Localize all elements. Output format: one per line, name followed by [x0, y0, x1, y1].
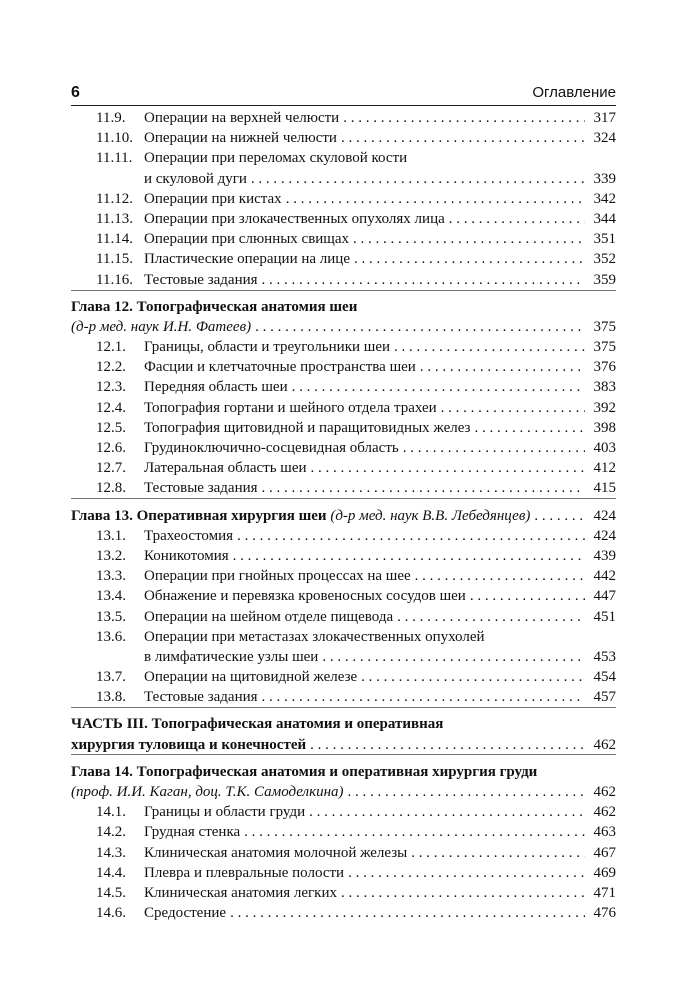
- entry-title: Обнажение и перевязка кровеносных сосудов шеи: [144, 588, 466, 605]
- dot-leader: [441, 398, 585, 418]
- entry-page: 467: [593, 844, 616, 861]
- toc-entry-13-3[interactable]: [71, 566, 616, 586]
- dot-leader: [411, 843, 585, 863]
- dot-leader: [420, 357, 585, 377]
- entry-number: 12.1.: [96, 339, 126, 356]
- chapter-12-heading[interactable]: [71, 297, 616, 317]
- toc-entry-14-3[interactable]: [71, 843, 616, 863]
- entry-title: Операции при слюнных свищах: [144, 231, 350, 248]
- entry-page: 415: [593, 480, 616, 497]
- entry-title: Клиническая анатомия молочной железы: [144, 844, 408, 861]
- entry-number: 12.3.: [96, 379, 126, 396]
- header-rule: [71, 105, 616, 106]
- entry-page: 398: [593, 419, 616, 436]
- dot-leader: [343, 108, 585, 128]
- entry-title: Коникотомия: [144, 547, 229, 564]
- entry-page: 442: [593, 568, 616, 585]
- toc-entry-13-8[interactable]: [71, 687, 616, 707]
- toc-entry-13-6[interactable]: [71, 627, 616, 647]
- entry-number: 14.5.: [96, 884, 126, 901]
- entry-number: 12.4.: [96, 399, 126, 416]
- toc-entry-11-15[interactable]: [71, 249, 616, 269]
- dot-leader: [311, 458, 585, 478]
- entry-page: 324: [593, 130, 616, 147]
- entry-number: 14.2.: [96, 824, 126, 841]
- dot-leader: [341, 128, 585, 148]
- part-3-heading-cont[interactable]: [71, 735, 616, 755]
- entry-title: Тестовые задания: [144, 480, 258, 497]
- entry-number: 12.5.: [96, 419, 126, 436]
- toc-entry-11-11-cont[interactable]: [71, 169, 616, 189]
- entry-title: Операции при гнойных процессах на шее: [144, 568, 411, 585]
- entry-number: 11.14.: [96, 231, 133, 248]
- toc-entry-14-4[interactable]: [71, 863, 616, 883]
- entry-number: 11.11.: [96, 150, 133, 167]
- toc-entry-13-6-cont[interactable]: [71, 647, 616, 667]
- entry-title-cont: и скуловой дуги: [144, 170, 247, 187]
- dot-leader: [251, 169, 585, 189]
- entry-page: 375: [593, 339, 616, 356]
- toc-entry-13-2[interactable]: [71, 546, 616, 566]
- entry-page: 439: [593, 547, 616, 564]
- entry-title: Клиническая анатомия легких: [144, 884, 337, 901]
- entry-page: 351: [593, 231, 616, 248]
- entry-number: 13.4.: [96, 588, 126, 605]
- toc-entry-11-12[interactable]: [71, 189, 616, 209]
- chapter-page: 462: [593, 784, 616, 800]
- entry-title: Границы, области и треугольники шеи: [144, 339, 390, 356]
- entry-title: Средостение: [144, 905, 227, 922]
- entry-title: Плевра и плевральные полости: [144, 864, 345, 881]
- entry-number: 11.13.: [96, 210, 133, 227]
- entry-title: Трахеостомия: [144, 527, 234, 544]
- dot-leader: [361, 667, 585, 687]
- entry-title: Топография щитовидной и паращитовидных желез: [144, 419, 471, 436]
- entry-page: 451: [593, 608, 616, 625]
- entry-number: 11.12.: [96, 190, 133, 207]
- toc-entry-12-1[interactable]: [71, 337, 616, 357]
- toc-entry-12-8[interactable]: [71, 478, 616, 498]
- entry-page: 342: [593, 190, 616, 207]
- toc-entry-11-9[interactable]: [71, 108, 616, 128]
- entry-number: 13.8.: [96, 689, 126, 706]
- entry-number: 14.6.: [96, 905, 126, 922]
- entry-page: 344: [593, 210, 616, 227]
- entry-page: 403: [593, 440, 616, 456]
- entry-page: 476: [593, 905, 616, 922]
- entry-number: 11.10.: [96, 130, 133, 147]
- entry-title: Операции при злокачественных опухолях лица: [144, 210, 445, 227]
- toc-entry-13-5[interactable]: [71, 607, 616, 627]
- entry-number: 12.8.: [96, 480, 126, 497]
- dot-leader: [286, 189, 585, 209]
- toc-entry-11-13[interactable]: [71, 209, 616, 229]
- chapter-12-author[interactable]: [71, 317, 616, 337]
- entry-number: 11.16.: [96, 271, 133, 288]
- dot-leader: [292, 377, 585, 397]
- toc-entry-13-7[interactable]: [71, 667, 616, 687]
- toc-entry-11-14[interactable]: [71, 229, 616, 249]
- entry-page: 453: [593, 648, 616, 665]
- entry-page: 471: [593, 884, 616, 901]
- entry-title: Пластические операции на лице: [144, 251, 350, 268]
- entry-number: 14.3.: [96, 844, 126, 861]
- entry-page: 469: [593, 864, 616, 881]
- entry-page: 352: [593, 251, 616, 268]
- entry-number: 13.1.: [96, 527, 126, 544]
- chapter-13-heading[interactable]: [71, 506, 616, 526]
- dot-leader: [415, 566, 585, 586]
- dot-leader: [470, 586, 585, 606]
- dot-leader: [474, 418, 585, 438]
- part-page: 462: [593, 736, 616, 753]
- entry-title: Латеральная область шеи: [144, 460, 307, 477]
- toc-entry-11-16[interactable]: [71, 270, 616, 290]
- dot-leader: [353, 229, 585, 249]
- chapter-page: 375: [593, 318, 616, 335]
- dot-leader: [341, 883, 585, 903]
- toc-entry-14-6[interactable]: [71, 903, 616, 923]
- entry-title: Операции на нижней челюсти: [144, 130, 337, 147]
- chapter-14-heading[interactable]: [71, 762, 616, 782]
- toc-entry-12-7[interactable]: [71, 458, 616, 478]
- entry-page: 462: [593, 804, 616, 821]
- entry-page: 447: [593, 588, 616, 605]
- toc-entry-12-3[interactable]: [71, 377, 616, 397]
- dot-leader: [244, 822, 585, 842]
- entry-title: Грудная стенка: [144, 824, 241, 841]
- chapter-author: (д-р мед. наук И.Н. Фатеев): [71, 318, 252, 335]
- toc-entry-14-5[interactable]: [71, 883, 616, 903]
- toc-entry-12-5[interactable]: [71, 418, 616, 438]
- entry-title: Грудиноключично-сосцевидная область: [144, 440, 399, 456]
- entry-title-cont: в лимфатические узлы шеи: [144, 648, 319, 665]
- toc-entry-12-4[interactable]: [71, 398, 616, 418]
- entry-page: 339: [593, 170, 616, 187]
- dot-leader: [348, 782, 585, 802]
- entry-title: Тестовые задания: [144, 271, 258, 288]
- entry-title: Фасции и клетчаточные пространства шеи: [144, 359, 416, 376]
- entry-page: 317: [593, 110, 616, 126]
- entry-page: 359: [593, 271, 616, 288]
- entry-title: Операции на щитовидной железе: [144, 669, 358, 686]
- dot-leader: [262, 478, 585, 498]
- entry-number: 13.7.: [96, 669, 126, 686]
- dot-leader: [233, 546, 585, 566]
- entry-title: Тестовые задания: [144, 689, 258, 706]
- dot-leader: [255, 317, 585, 337]
- entry-number: 14.1.: [96, 804, 126, 821]
- entry-number: 13.5.: [96, 608, 126, 625]
- toc-entry-14-1[interactable]: [71, 802, 616, 822]
- chapter-title: Глава 13. Оперативная хирургия шеи: [71, 507, 327, 524]
- entry-number: 11.15.: [96, 251, 133, 268]
- entry-number: 13.2.: [96, 547, 126, 564]
- entry-title: Топография гортани и шейного отдела трахеи: [144, 399, 437, 416]
- toc-entry-13-1[interactable]: [71, 526, 616, 546]
- toc-list: [71, 108, 616, 923]
- dot-leader: [397, 607, 585, 627]
- toc-entry-11-11[interactable]: [71, 148, 616, 168]
- chapter-title: Глава 12. Топографическая анатомия шеи: [71, 298, 358, 315]
- dot-leader: [310, 735, 585, 755]
- entry-number: 13.6.: [96, 628, 126, 645]
- chapter-page: 424: [593, 507, 616, 524]
- entry-number: 13.3.: [96, 568, 126, 585]
- dot-leader: [322, 647, 585, 667]
- part-title-cont: хирургия туловища и конечностей: [71, 736, 307, 753]
- dot-leader: [262, 270, 585, 290]
- chapter-title: Глава 14. Топографическая анатомия и оперативная хирургия груди: [71, 763, 538, 780]
- toc-entry-14-2[interactable]: [71, 822, 616, 842]
- entry-page: 383: [593, 379, 616, 396]
- entry-page: 376: [593, 359, 616, 376]
- toc-entry-12-6[interactable]: [71, 438, 616, 458]
- toc-entry-13-4[interactable]: [71, 586, 616, 606]
- entry-title: Операции на верхней челюсти: [144, 110, 340, 126]
- chapter-14-author[interactable]: [71, 782, 616, 802]
- toc-entry-11-10[interactable]: [71, 128, 616, 148]
- entry-title: Операции на шейном отделе пищевода: [144, 608, 394, 625]
- dot-leader: [262, 687, 585, 707]
- dot-leader: [449, 209, 585, 229]
- entry-page: 392: [593, 399, 616, 416]
- entry-page: 463: [593, 824, 616, 841]
- entry-page: 454: [593, 669, 616, 686]
- chapter-author: (д-р мед. наук В.В. Лебедянцев): [330, 507, 531, 524]
- dot-leader: [534, 506, 585, 526]
- entry-page: 412: [593, 460, 616, 477]
- running-title: Оглавление: [532, 84, 616, 101]
- entry-title: Передняя область шеи: [144, 379, 288, 396]
- entry-number: 11.9.: [96, 110, 126, 126]
- dot-leader: [403, 438, 585, 458]
- part-title: ЧАСТЬ III. Топографическая анатомия и оперативная: [71, 716, 444, 733]
- entry-number: 12.6.: [96, 440, 126, 456]
- entry-page: 424: [593, 527, 616, 544]
- entry-number: 12.2.: [96, 359, 126, 376]
- dot-leader: [394, 337, 585, 357]
- entry-title: Границы и области груди: [144, 804, 306, 821]
- entry-number: 14.4.: [96, 864, 126, 881]
- dot-leader: [354, 249, 585, 269]
- chapter-author: (проф. И.И. Каган, доц. Т.К. Самоделкина): [71, 784, 344, 800]
- entry-page: 457: [593, 689, 616, 706]
- part-3-heading[interactable]: [71, 714, 616, 734]
- dot-leader: [230, 903, 585, 923]
- entry-title: Операции при метастазах злокачественных опухолей: [144, 628, 485, 645]
- entry-number: 12.7.: [96, 460, 126, 477]
- dot-leader: [237, 526, 585, 546]
- page-number: 6: [71, 84, 80, 101]
- entry-title: Операции при переломах скуловой кости: [144, 150, 408, 167]
- toc-entry-12-2[interactable]: [71, 357, 616, 377]
- page-header: [71, 84, 616, 104]
- entry-title: Операции при кистах: [144, 190, 282, 207]
- dot-leader: [348, 863, 585, 883]
- dot-leader: [309, 802, 585, 822]
